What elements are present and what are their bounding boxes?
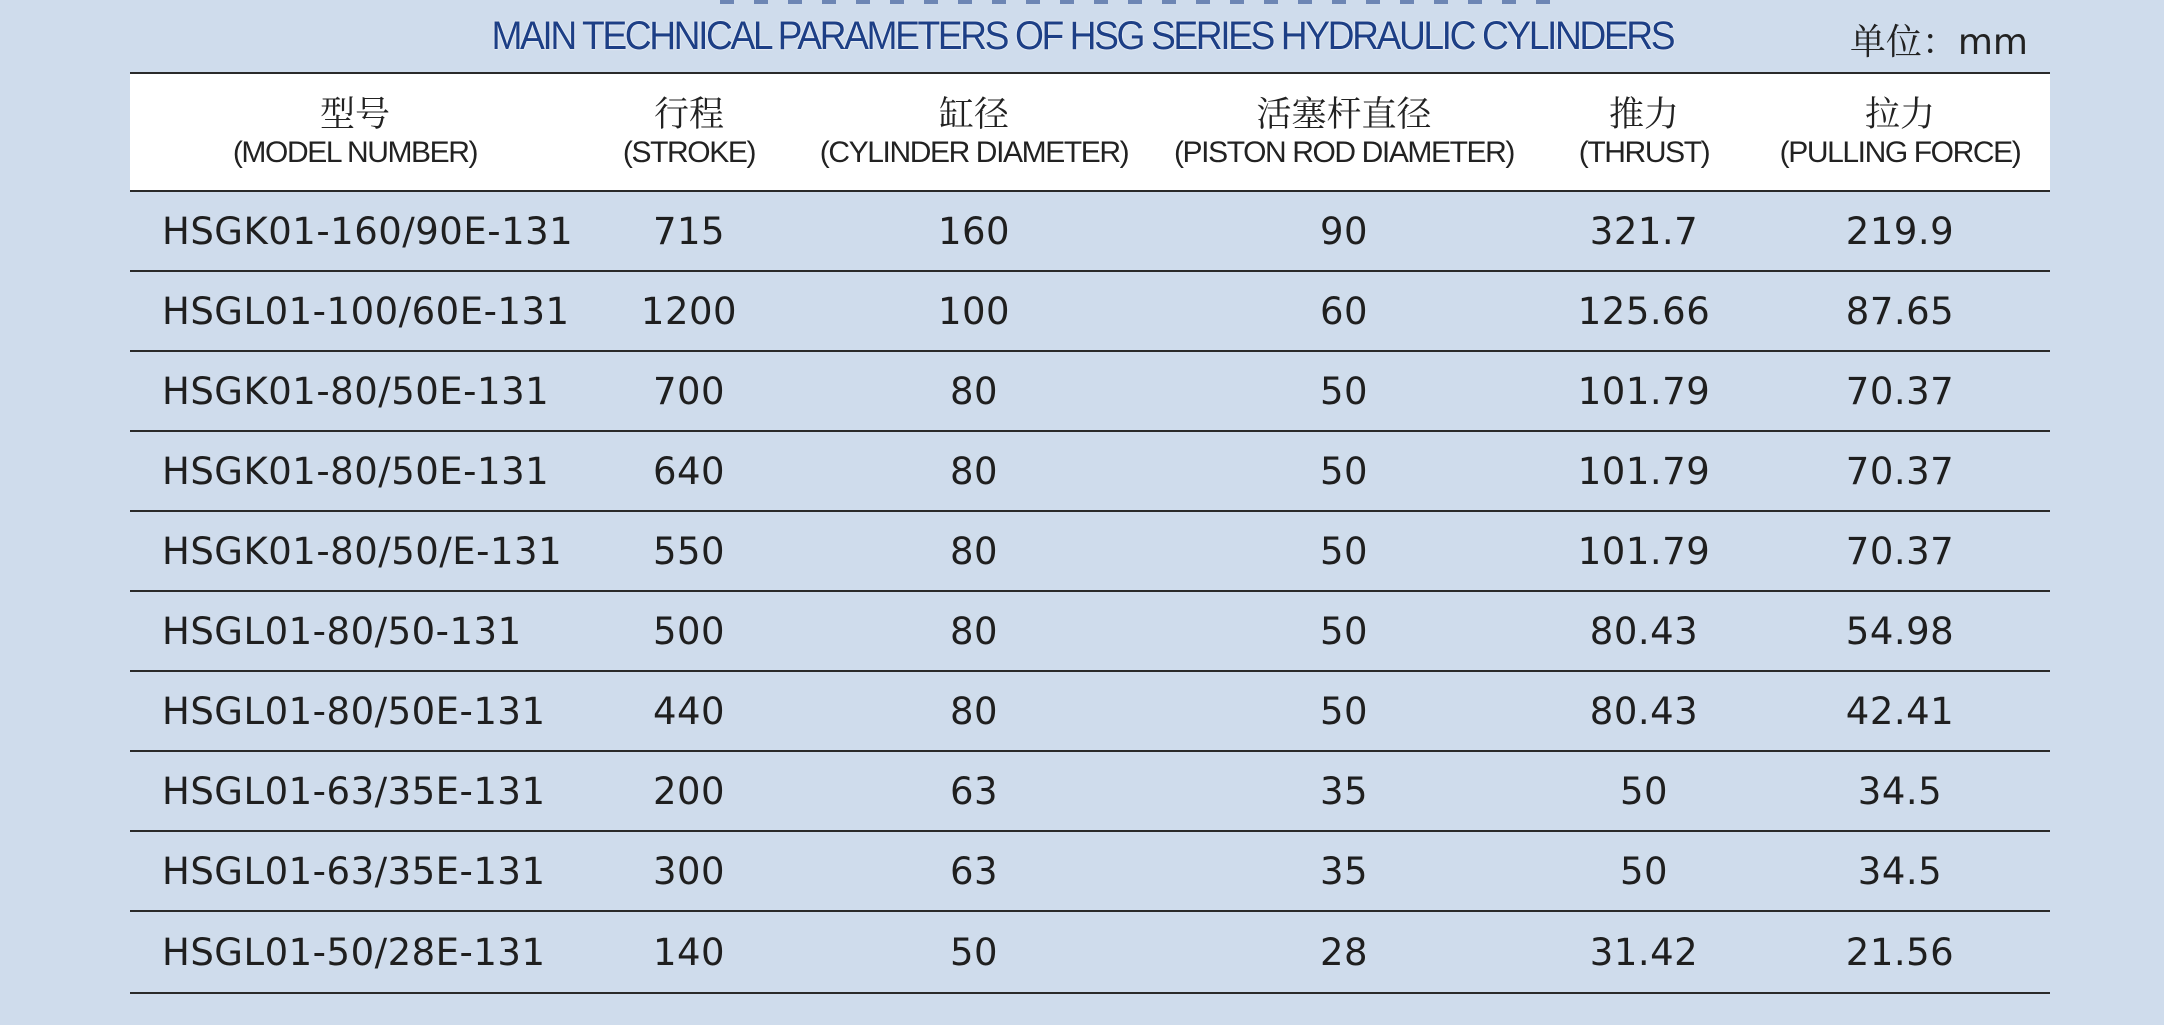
table-row [130, 351, 2050, 431]
cell-pulling-force: 87.65 [1750, 271, 2050, 351]
cell-stroke: 300 [580, 831, 798, 911]
cell-pulling-force: 42.41 [1750, 671, 2050, 751]
cell-model: HSGK01-80/50E-131 [130, 431, 580, 511]
cell-stroke: 640 [580, 431, 798, 511]
table-header [130, 73, 2050, 191]
header-pulling-force-en: (PULLING FORCE) [1779, 136, 2021, 169]
cell-thrust: 101.79 [1538, 511, 1750, 591]
header-model-cn: 型号 [319, 95, 390, 135]
cell-cylinder-diameter: 100 [798, 271, 1150, 351]
header-model-en: (MODEL NUMBER) [232, 136, 478, 169]
cell-model: HSGL01-80/50E-131 [130, 671, 580, 751]
cell-cylinder-diameter: 80 [798, 511, 1150, 591]
cell-piston-rod-diameter: 90 [1150, 191, 1538, 271]
header-model [130, 73, 580, 191]
cell-cylinder-diameter: 80 [798, 351, 1150, 431]
cell-pulling-force: 54.98 [1750, 591, 2050, 671]
header-thrust-en: (THRUST) [1578, 136, 1710, 169]
table-row [130, 751, 2050, 831]
header-piston-rod-diameter [1150, 73, 1538, 191]
cell-cylinder-diameter: 50 [798, 911, 1150, 993]
header-piston-rod-diameter-en: (PISTON ROD DIAMETER) [1173, 136, 1515, 169]
cell-pulling-force: 70.37 [1750, 511, 2050, 591]
table-body [130, 191, 2050, 993]
cell-model: HSGL01-63/35E-131 [130, 831, 580, 911]
cell-cylinder-diameter: 63 [798, 831, 1150, 911]
header-pulling-force-cn: 拉力 [1864, 95, 1935, 135]
page-title [0, 14, 2164, 59]
header-stroke [580, 73, 798, 191]
cell-piston-rod-diameter: 50 [1150, 591, 1538, 671]
cell-piston-rod-diameter: 60 [1150, 271, 1538, 351]
cell-thrust: 101.79 [1538, 351, 1750, 431]
page-title-text: MAIN TECHNICAL PARAMETERS OF HSG SERIES HYDRAULIC CYLINDERS [491, 14, 1673, 58]
table-row [130, 431, 2050, 511]
cell-cylinder-diameter: 80 [798, 591, 1150, 671]
cell-thrust: 80.43 [1538, 671, 1750, 751]
table-row [130, 591, 2050, 671]
table-row [130, 671, 2050, 751]
cell-model: HSGK01-80/50/E-131 [130, 511, 580, 591]
cell-piston-rod-diameter: 50 [1150, 511, 1538, 591]
cell-stroke: 140 [580, 911, 798, 993]
header-stroke-cn: 行程 [653, 95, 724, 135]
cell-thrust: 50 [1538, 831, 1750, 911]
cell-thrust: 80.43 [1538, 591, 1750, 671]
cell-stroke: 715 [580, 191, 798, 271]
cropped-chinese-title [720, 0, 1560, 4]
cell-model: HSGK01-160/90E-131 [130, 191, 580, 271]
cell-piston-rod-diameter: 35 [1150, 751, 1538, 831]
cell-model: HSGL01-50/28E-131 [130, 911, 580, 993]
header-cylinder-diameter-cn: 缸径 [938, 95, 1009, 135]
cell-piston-rod-diameter: 35 [1150, 831, 1538, 911]
cell-cylinder-diameter: 160 [798, 191, 1150, 271]
parameters-table [130, 72, 2050, 994]
cell-cylinder-diameter: 80 [798, 431, 1150, 511]
cell-cylinder-diameter: 63 [798, 751, 1150, 831]
cell-piston-rod-diameter: 50 [1150, 431, 1538, 511]
cell-model: HSGK01-80/50E-131 [130, 351, 580, 431]
cell-model: HSGL01-100/60E-131 [130, 271, 580, 351]
table-row [130, 191, 2050, 271]
cell-stroke: 550 [580, 511, 798, 591]
cell-stroke: 440 [580, 671, 798, 751]
cell-pulling-force: 70.37 [1750, 431, 2050, 511]
header-thrust [1538, 73, 1750, 191]
cell-thrust: 101.79 [1538, 431, 1750, 511]
table-row [130, 911, 2050, 993]
table-row [130, 831, 2050, 911]
cell-model: HSGL01-63/35E-131 [130, 751, 580, 831]
cell-piston-rod-diameter: 50 [1150, 671, 1538, 751]
cell-thrust: 125.66 [1538, 271, 1750, 351]
cell-cylinder-diameter: 80 [798, 671, 1150, 751]
cell-stroke: 700 [580, 351, 798, 431]
header-piston-rod-diameter-cn: 活塞杆直径 [1256, 95, 1432, 135]
header-stroke-en: (STROKE) [622, 136, 756, 169]
cell-pulling-force: 21.56 [1750, 911, 2050, 993]
cell-thrust: 321.7 [1538, 191, 1750, 271]
cell-model: HSGL01-80/50-131 [130, 591, 580, 671]
cell-piston-rod-diameter: 50 [1150, 351, 1538, 431]
cell-stroke: 200 [580, 751, 798, 831]
cell-pulling-force: 34.5 [1750, 751, 2050, 831]
cropped-title-glyphs [720, 0, 1560, 4]
table-row [130, 511, 2050, 591]
header-thrust-cn: 推力 [1608, 95, 1679, 135]
cell-thrust: 50 [1538, 751, 1750, 831]
cell-pulling-force: 70.37 [1750, 351, 2050, 431]
header-cylinder-diameter [798, 73, 1150, 191]
cell-pulling-force: 219.9 [1750, 191, 2050, 271]
unit-label: 单位：mm [1849, 22, 2028, 63]
cell-stroke: 500 [580, 591, 798, 671]
header-pulling-force [1750, 73, 2050, 191]
cell-thrust: 31.42 [1538, 911, 1750, 993]
header-row [130, 73, 2050, 191]
header-cylinder-diameter-en: (CYLINDER DIAMETER) [819, 136, 1129, 169]
cell-stroke: 1200 [580, 271, 798, 351]
table-row [130, 271, 2050, 351]
cell-pulling-force: 34.5 [1750, 831, 2050, 911]
cell-piston-rod-diameter: 28 [1150, 911, 1538, 993]
